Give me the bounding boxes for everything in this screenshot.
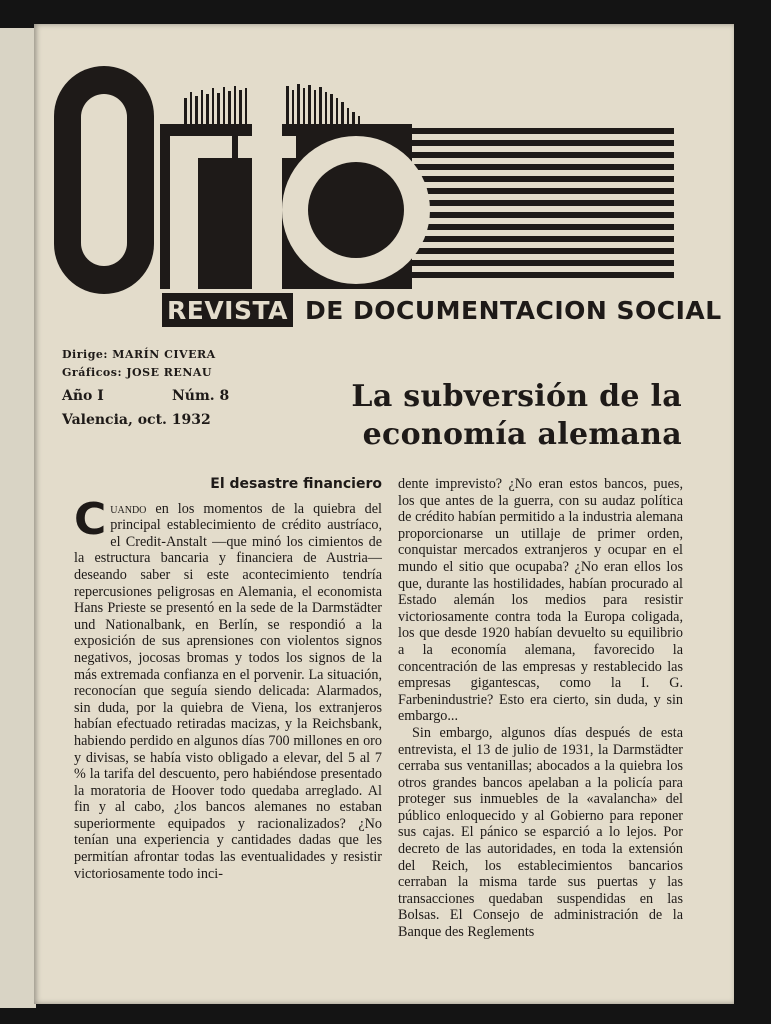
paragraph-1 xyxy=(74,493,382,883)
headline xyxy=(334,378,682,454)
headline-line-1: La subversión de la xyxy=(351,379,682,414)
adjacent-page-edge xyxy=(0,28,36,1008)
issue-place-date: Valencia, oct. 1932 xyxy=(62,412,211,428)
subtitle-revista: REVISTA xyxy=(162,293,293,327)
article-column-1 xyxy=(74,476,382,882)
credit-director: Dirige: MARÍN CIVERA xyxy=(62,348,216,361)
drop-cap: C xyxy=(74,493,107,545)
paragraph-1-text: en los momentos de la quiebra del principal establecimiento de crédito austríaco, el Credit-Anstalt —que minó los cimientos de la estructura bancaria y financiera de Austria— deseando saber si este acontecimiento tendría repercusiones peligrosas en Alemania, el economista Hans Prieste se presentó en la sede de la Darmstädter und Nationalbank, en Berlín, se respondió a la exposición de sus aprensiones con violentos signos negativos, jocosas bromas y todos los signos de la más extremada confianza en el porvenir. La situación, reconocían que seguía siendo delicada: Alarmados, sin duda, por la quiebra de Viena, los extranjeros habían efectuado retiradas macizas, y la Reichsbank, habiendo perdido en algunos días 700 millones en oro y divisas, se había visto obligado a elevar, del 5 al 7 % la tarifa del descuento, pero habiéndose presentado la moratoria de Hoover todo quedaba arreglado. Al fin y al cabo, ¿los bancos alemanes no estaban superiormente equipados y racionalizados? ¿No tenían una experiencia y cantidades dadas que les permitían afrontar todas las eventualidades y resistir victoriosamente todo inci- xyxy=(74,500,382,882)
credit-graphics: Gráficos: JOSE RENAU xyxy=(62,366,212,379)
magazine-page xyxy=(34,24,734,1004)
masthead-subtitle xyxy=(162,292,722,328)
logo-stripes xyxy=(409,128,674,278)
lead-word: uando xyxy=(110,500,147,517)
article-column-2 xyxy=(398,476,683,941)
section-title: El desastre financiero xyxy=(210,476,382,492)
logo-letter-t-stem xyxy=(252,106,282,289)
subtitle-rest: DE DOCUMENTACION SOCIAL xyxy=(304,295,722,325)
issue-year: Año I xyxy=(62,388,104,404)
issue-number: Núm. 8 xyxy=(172,388,230,404)
paragraph-2: dente imprevisto? ¿No eran estos bancos, pues, los que antes de la guerra, con su audaz política de crédito habían permitido a la industria alemana proporcionarse un utillaje de primer orden, conquistar mercados extranjeros y ocupar en el mundo el sitio que ocupaba? ¿No eran ellos los que, durante las hostilidades, habían procurado al Estado alemán los medios para resistir victoriosamente contra toda la Europa coligada, los que desde 1920 habían devuelto su equilibrio a la economía alemana, favorecido la concentración de las empresas y restablecido las empresas gigantescas, como la I. G. Farbenindustrie? Esto era cierto, sin duda, y sin embargo... xyxy=(398,476,683,725)
headline-line-2: economía alemana xyxy=(362,417,682,452)
masthead xyxy=(34,24,734,354)
paragraph-3: Sin embargo, algunos días después de esta entrevista, el 13 de julio de 1931, la Darmstädter cerraba sus ventanillas; abocados a la quiebra los otros grandes bancos apelaban a la policía para proteger sus inmuebles de la «avalancha» del público enloquecido y al Gobierno para reponer sus cajas. El pánico se esparció a lo lejos. Por decreto de las autoridades, en toda la extensión del Reich, los establecimientos bancarios cerraban la misma tarde sus puertas y las transacciones quedaban suspendidas en las Bolsas. El Consejo de administración de la Banque des Reglements xyxy=(398,724,683,941)
